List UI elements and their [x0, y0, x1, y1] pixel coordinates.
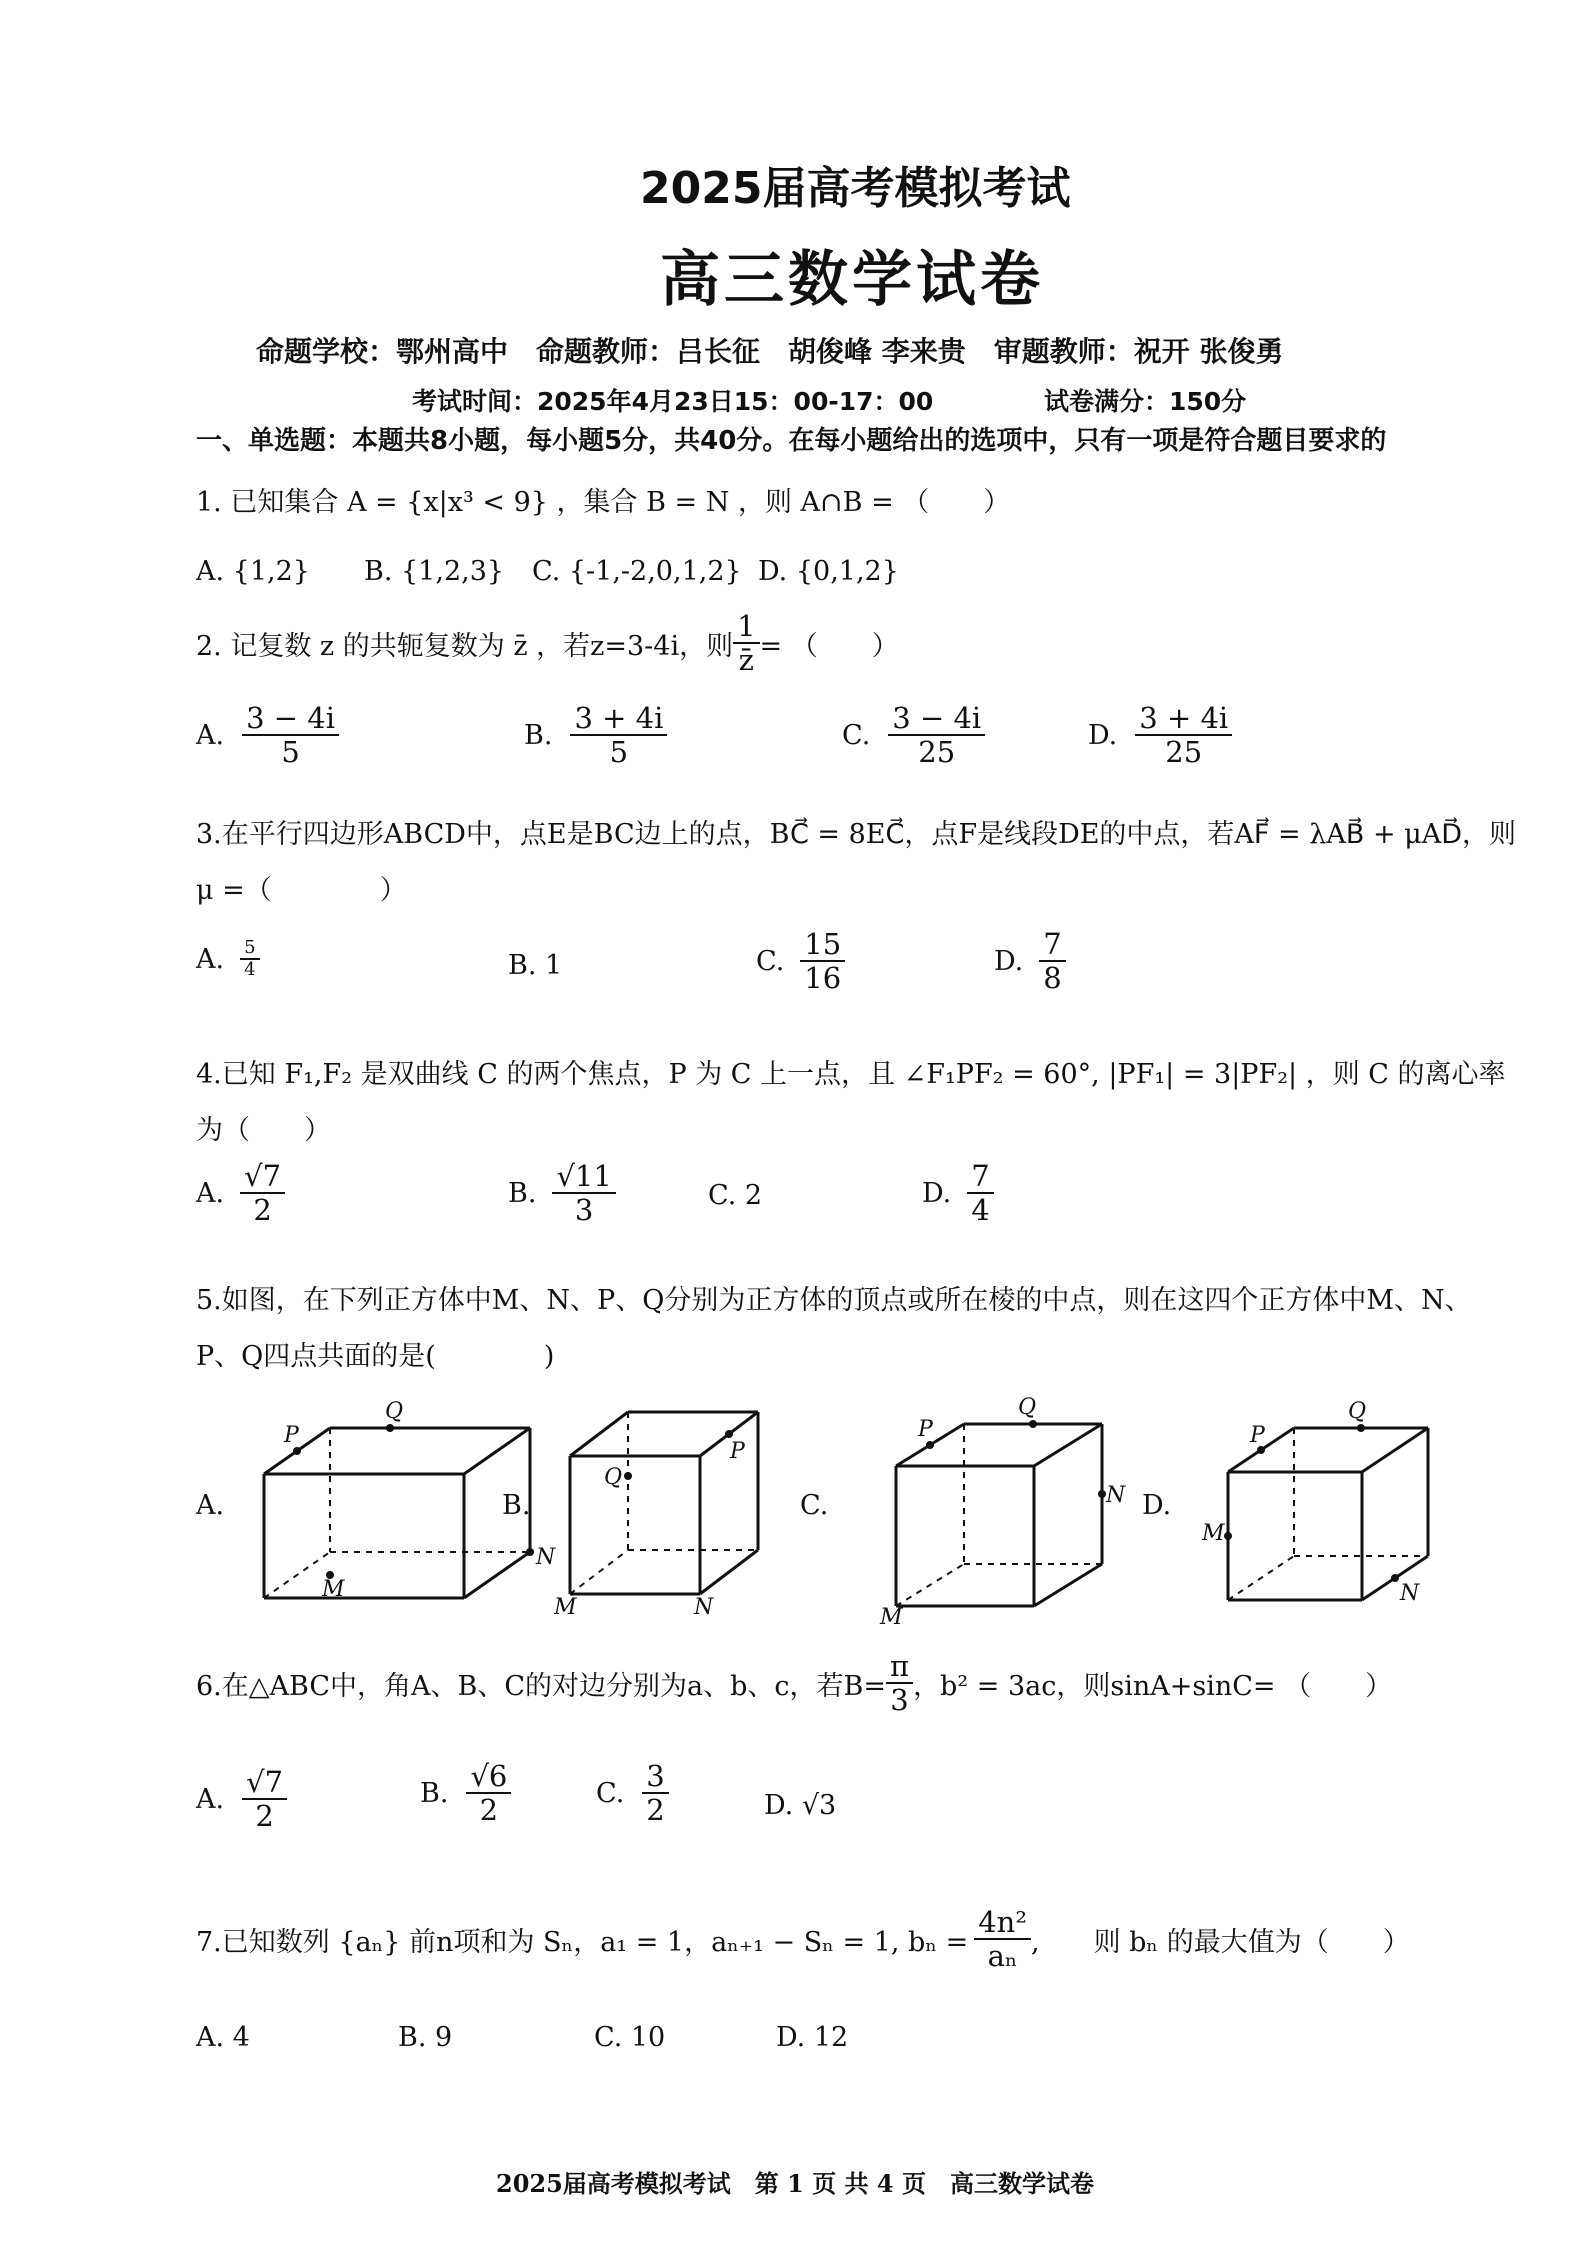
exam-time: 考试时间：2025年4月23日15：00-17：00 — [412, 387, 934, 416]
q2-label-d: D. — [1088, 719, 1118, 751]
q6-label-c: C. — [596, 1777, 625, 1809]
q3-a-den: 4 — [244, 959, 256, 981]
q1-mid: ，集合 — [556, 487, 638, 518]
q6-c-num: 3 — [642, 1760, 668, 1794]
q2-fraction — [733, 610, 759, 677]
cube-d-edge — [1362, 1428, 1428, 1472]
q6-label-a: A. — [196, 1783, 225, 1815]
q6-option-d: D. √3 — [764, 1790, 837, 1821]
cube-b-hidden-edge — [570, 1550, 628, 1594]
q2-b-den: 5 — [609, 735, 629, 770]
q7-b-num: 4n² — [974, 1906, 1031, 1940]
authors-line: 命题学校：鄂州高中 命题教师：吕长征 胡俊峰 李来贵 审题教师：祝开 张俊勇 — [256, 335, 1284, 368]
q4-label-b: B. — [508, 1177, 537, 1209]
q4-a-num: √7 — [240, 1160, 285, 1194]
cube-c-edge — [1034, 1424, 1102, 1466]
q4-option-d — [922, 1160, 994, 1227]
cube-b-label-n: N — [694, 1595, 714, 1620]
q3-c-num: 15 — [800, 928, 845, 962]
q6-c-den: 2 — [646, 1793, 665, 1828]
q6-option-a — [196, 1766, 287, 1833]
cube-c-label-q: Q — [1018, 1395, 1037, 1420]
q7-b-fraction — [974, 1906, 1031, 1973]
q3-option-c — [756, 928, 845, 995]
q1-option-b: B. {1,2,3} — [364, 556, 505, 587]
question-2 — [196, 610, 899, 677]
paper-title: 高三数学试卷 — [660, 245, 1044, 315]
q2-frac-den: z̄ — [738, 643, 754, 678]
q2-d-den: 25 — [1165, 735, 1203, 770]
q4-d-den: 4 — [971, 1193, 990, 1228]
q1-option-c: C. {-1,-2,0,1,2} — [532, 556, 742, 587]
q5-label-a: A. — [196, 1490, 225, 1521]
q1-post: ，则 A∩B = （ ） — [737, 487, 1011, 518]
cube-d-point-n — [1391, 1574, 1399, 1582]
q1-option-a: A. {1,2} — [196, 556, 310, 587]
q2-d-num: 3 + 4i — [1135, 702, 1232, 736]
q1-set-a: A = {x|x³ < 9} — [346, 487, 548, 518]
q6-b-den: 3 — [890, 1683, 909, 1718]
cube-d-point-m — [1224, 1532, 1232, 1540]
q5-label-d: D. — [1142, 1490, 1172, 1521]
q2-a-num: 3 − 4i — [242, 702, 339, 736]
q3-d-den: 8 — [1043, 961, 1062, 996]
q4-label-a: A. — [196, 1177, 225, 1209]
q7-option-d: D. 12 — [776, 2022, 849, 2053]
q6-pre: 6.在△ABC中，角A、B、C的对边分别为a、b、c，若B= — [196, 1670, 886, 1702]
q7-option-c: C. 10 — [594, 2022, 666, 2053]
cube-b-edge — [570, 1412, 628, 1456]
q2-c-num: 3 − 4i — [888, 702, 985, 736]
cube-figure-c — [870, 1395, 1126, 1630]
q6-b-num: π — [886, 1650, 913, 1684]
page-footer: 2025届高考模拟考试 第 1 页 共 4 页 高三数学试卷 — [496, 2169, 1094, 2198]
cube-a-point-q — [386, 1424, 394, 1432]
cube-a-point-n — [526, 1548, 534, 1556]
q7-b-den: aₙ — [987, 1939, 1018, 1974]
cube-a-label-p: P — [284, 1423, 299, 1448]
q2-option-c — [842, 702, 985, 769]
q1-set-b: B = N — [646, 487, 730, 518]
question-7 — [196, 1906, 1410, 1973]
exam-title: 2025届高考模拟考试 — [640, 163, 1071, 214]
q6-label-b: B. — [420, 1777, 449, 1809]
cube-figure-a — [240, 1399, 556, 1620]
q6-bb-num: √6 — [466, 1760, 511, 1794]
q3-label-c: C. — [756, 945, 785, 977]
section-title: 一、单选题：本题共8小题，每小题5分，共40分。在每小题给出的选项中，只有一项是符合题目要求的 — [196, 426, 1387, 456]
cube-d-hidden-edge — [1228, 1556, 1294, 1600]
cube-c-label-m: M — [880, 1605, 903, 1630]
cube-a-label-m: M — [322, 1577, 345, 1602]
cube-c-point-q — [1029, 1420, 1037, 1428]
q4-b-num: √11 — [552, 1160, 615, 1194]
q7-option-a: A. 4 — [196, 2022, 250, 2053]
cube-a-label-q: Q — [385, 1399, 404, 1424]
cube-d-label-p: P — [1250, 1423, 1265, 1448]
cube-c-label-n: N — [1106, 1483, 1126, 1508]
cube-b-label-q: Q — [604, 1465, 623, 1490]
q5-line2: P、Q四点共面的是( ) — [196, 1341, 555, 1372]
q1-pre: 1. 已知集合 — [196, 487, 339, 518]
cube-b-point-q — [624, 1472, 632, 1480]
cube-c-label-p: P — [918, 1417, 933, 1442]
cube-c-edge — [1034, 1564, 1102, 1606]
q5-line1: 5.如图，在下列正方体中M、N、P、Q分别为正方体的顶点或所在棱的中点，则在这四个正方体中M、N、 — [196, 1285, 1472, 1316]
cube-a-label-n: N — [536, 1545, 556, 1570]
cube-a-point-p — [293, 1447, 301, 1455]
q2-b-num: 3 + 4i — [570, 702, 667, 736]
q4-line2: 为（ ） — [196, 1115, 331, 1146]
cube-d-label-q: Q — [1348, 1399, 1367, 1424]
q2-label-c: C. — [842, 719, 871, 751]
q4-option-b — [508, 1160, 616, 1227]
q3-line2: μ =（ ） — [196, 875, 407, 906]
q2-frac-num: 1 — [733, 610, 759, 644]
q4-option-a — [196, 1160, 285, 1227]
q3-label-a: A. — [196, 943, 225, 975]
q2-option-b — [524, 702, 667, 769]
cube-b-label-p: P — [730, 1439, 745, 1464]
q2-option-d — [1088, 702, 1232, 769]
cube-a-edge — [464, 1552, 530, 1598]
q3-option-a — [196, 938, 260, 980]
cube-c-point-n — [1098, 1490, 1106, 1498]
q5-label-b: B. — [502, 1490, 531, 1521]
q3-a-num: 5 — [240, 938, 259, 960]
q3-d-num: 7 — [1039, 928, 1065, 962]
full-score: 试卷满分：150分 — [1044, 387, 1247, 416]
cube-d-label-n: N — [1400, 1581, 1420, 1606]
q2-c-den: 25 — [918, 735, 956, 770]
q6-option-c — [596, 1760, 669, 1827]
cube-figure-d — [1200, 1400, 1450, 1620]
question-6 — [196, 1650, 1392, 1717]
q7-pre: 7.已知数列 {aₙ} 前n项和为 Sₙ，a₁ = 1，aₙ₊₁ − Sₙ = 1, bₙ = — [196, 1926, 969, 1958]
q6-post: ，b² = 3ac，则sinA+sinC= （ ） — [913, 1670, 1393, 1702]
cube-d-label-m: M — [1202, 1521, 1225, 1546]
q3-line1: 3.在平行四边形ABCD中，点E是BC边上的点，BC⃗ = 8EC⃗，点F是线段DE的中点，若AF⃗ = λAB⃗ + μAD⃗，则 — [196, 819, 1517, 850]
cube-b-edge — [700, 1550, 758, 1594]
q6-bb-den: 2 — [479, 1793, 499, 1828]
q3-option-b: B. 1 — [508, 950, 563, 981]
q6-a-den: 2 — [255, 1799, 274, 1834]
q2-label-b: B. — [524, 719, 553, 751]
cube-d-point-q — [1357, 1424, 1365, 1432]
q6-b-fraction — [886, 1650, 913, 1717]
q6-a-num: √7 — [242, 1766, 287, 1800]
q2-post: = （ ） — [759, 630, 899, 662]
cube-c-hidden-edge — [896, 1564, 964, 1606]
q4-a-den: 2 — [253, 1193, 272, 1228]
cube-b-label-m: M — [554, 1595, 577, 1620]
cube-c-point-p — [926, 1441, 934, 1449]
q5-label-c: C. — [800, 1490, 829, 1521]
q2-label-a: A. — [196, 719, 225, 751]
q4-label-d: D. — [922, 1177, 952, 1209]
cube-figure-b — [550, 1400, 790, 1620]
cube-a-hidden-edge — [264, 1552, 330, 1598]
q2-a-den: 5 — [281, 735, 300, 770]
q4-b-den: 3 — [574, 1193, 594, 1228]
q7-option-b: B. 9 — [398, 2022, 453, 2053]
q3-c-den: 16 — [804, 961, 842, 996]
q3-option-d — [994, 928, 1066, 995]
q2-option-a — [196, 702, 339, 769]
cube-a-edge — [464, 1428, 530, 1474]
q7-post: , 则 bₙ 的最大值为（ ） — [1030, 1926, 1410, 1958]
q4-line1: 4.已知 F₁,F₂ 是双曲线 C 的两个焦点，P 为 C 上一点，且 ∠F₁PF₂ = 60°, |PF₁| = 3|PF₂| ，则 C 的离心率 — [196, 1059, 1506, 1090]
q4-option-c: C. 2 — [708, 1180, 763, 1211]
q3-label-d: D. — [994, 945, 1024, 977]
cube-b-point-p — [725, 1430, 733, 1438]
q2-pre: 2. 记复数 z 的共轭复数为 z̄ ，若z=3-4i，则 — [196, 630, 734, 662]
q1-option-d: D. {0,1,2} — [758, 556, 899, 587]
q4-d-num: 7 — [967, 1160, 993, 1194]
q6-option-b — [420, 1760, 511, 1827]
question-1 — [196, 480, 1010, 519]
